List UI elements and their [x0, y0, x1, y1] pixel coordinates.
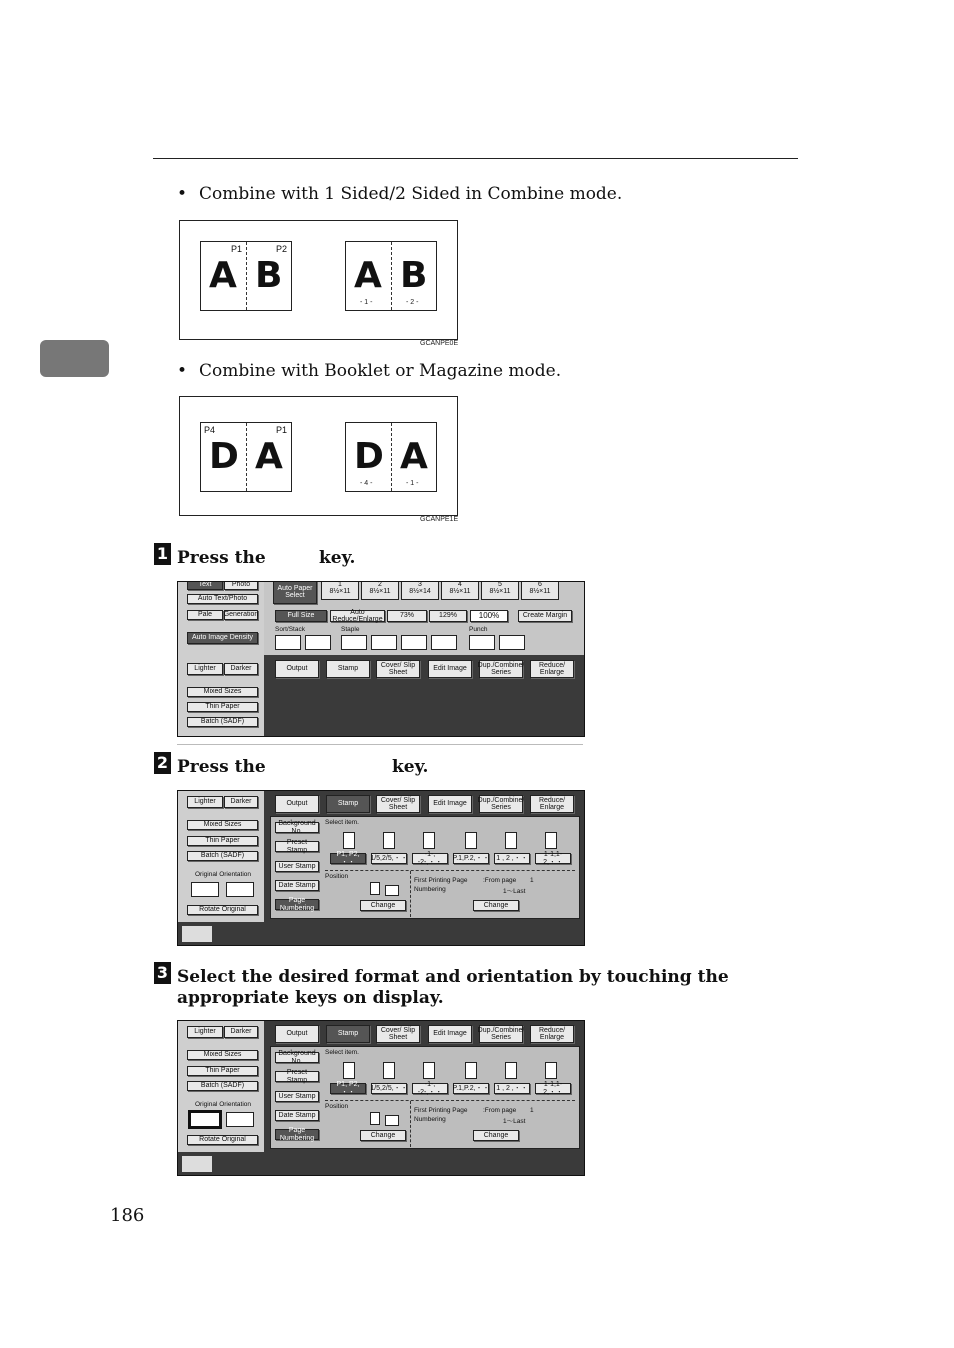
result-sheet — [345, 241, 437, 311]
format-p1-p2-button[interactable]: P1, P2, ・・ — [330, 1083, 366, 1094]
format-p1-p2-button[interactable]: P1, P2, ・・ — [330, 853, 366, 864]
page-number-label: - 1 - — [406, 480, 419, 487]
staple-left-icon[interactable] — [401, 635, 427, 650]
full-size-button[interactable]: Full Size — [275, 610, 327, 622]
preset-stamp-button[interactable]: Preset Stamp — [275, 841, 319, 852]
copier-screen-main — [177, 581, 585, 737]
orientation-upright-icon[interactable] — [188, 1110, 222, 1129]
darker-button[interactable]: Darker — [224, 663, 258, 675]
rotate-original-button[interactable]: Rotate Original — [187, 905, 258, 915]
original-sheet — [200, 422, 292, 492]
page-letter: A — [255, 436, 283, 477]
page-letter: D — [354, 436, 384, 477]
page-label: P4 — [204, 425, 216, 435]
paper-tray-1[interactable]: 1 8½×11 — [321, 581, 359, 600]
page-label: P1 — [276, 425, 288, 435]
format-p-dot-button[interactable]: P.1,P.2,・・ — [453, 1083, 489, 1094]
auto-reduce-enlarge-button[interactable]: Auto Reduce/Enlarge — [330, 610, 385, 622]
first-printing-page-label: First Printing Page — [414, 877, 468, 884]
step-number: 2 — [154, 752, 171, 774]
step-text: Press the — [177, 757, 266, 777]
copier-screen-stamp — [177, 790, 585, 946]
punch-top-icon[interactable] — [499, 635, 525, 650]
step-text: key. — [392, 757, 429, 777]
page-letter: D — [209, 436, 239, 477]
numbering-change-button[interactable]: Change — [473, 900, 519, 911]
format-dash-button[interactable]: -1-, -2-,・・ — [412, 1083, 448, 1094]
page-numbering-button[interactable]: Page Numbering — [275, 899, 319, 910]
paper-tray-2[interactable]: 2 8½×11 — [361, 581, 399, 600]
first-printing-page-label: First Printing Page — [414, 1107, 468, 1114]
original-sheet — [200, 241, 292, 311]
ratio-display: 100% — [470, 610, 508, 622]
edit-image-tab[interactable]: Edit Image — [428, 1025, 472, 1043]
from-page-label: :From page — [483, 1107, 517, 1114]
stamp-tab[interactable]: Stamp — [326, 660, 370, 678]
preset-stamp-button[interactable]: Preset Stamp — [275, 1071, 319, 1082]
edit-image-tab[interactable]: Edit Image — [428, 660, 472, 678]
punch-label: Punch — [469, 626, 488, 633]
dup-combine-series-tab[interactable]: Dup./Combine/ Series — [477, 661, 525, 676]
generation-button[interactable]: Generation — [223, 611, 259, 619]
format-preview-icon — [545, 1062, 557, 1079]
thin-paper-button[interactable]: Thin Paper — [187, 1066, 258, 1076]
step-text: Select the desired format and orientation by touching the appropriate keys on display. — [177, 967, 729, 1008]
position-label: Position — [325, 873, 349, 880]
staple-top-icon[interactable] — [431, 635, 457, 650]
select-item-label: Select item. — [325, 1049, 359, 1056]
format-preview-icon — [343, 1062, 355, 1079]
output-tab[interactable]: Output — [275, 795, 319, 813]
orientation-rotated-icon[interactable] — [226, 1112, 254, 1127]
date-stamp-button[interactable]: Date Stamp — [275, 1110, 319, 1121]
sort-icon[interactable] — [275, 635, 301, 650]
pale-button[interactable]: Pale — [187, 610, 223, 620]
step-number: 1 — [154, 543, 171, 565]
page-letter: B — [400, 255, 428, 296]
lighter-button[interactable]: Lighter — [187, 1026, 223, 1038]
user-stamp-button[interactable]: User Stamp — [275, 861, 319, 872]
photo-mode-button[interactable]: Photo — [224, 581, 258, 590]
batch-sadf-button[interactable]: Batch (SADF) — [187, 1081, 258, 1091]
mixed-sizes-button[interactable]: Mixed Sizes — [187, 1050, 258, 1060]
staple-label: Staple — [341, 626, 360, 633]
figure-code: GCANPE0E — [420, 340, 459, 347]
numbering-value: 1～Last — [503, 1118, 526, 1125]
step-number: 3 — [154, 962, 171, 984]
darker-button[interactable]: Darker — [224, 1026, 258, 1038]
format-preview-icon — [465, 1062, 477, 1079]
original-orientation-label: Original Orientation — [195, 871, 251, 878]
batch-sadf-button[interactable]: Batch (SADF) — [187, 851, 258, 861]
format-number-button[interactable]: 1 , 2 ,・・ — [494, 853, 530, 864]
position-icon — [370, 882, 380, 895]
figure-code: GCANPE1E — [420, 516, 459, 523]
staple-top-right-icon[interactable] — [371, 635, 397, 650]
edit-image-tab[interactable]: Edit Image — [428, 795, 472, 813]
auto-text-photo-button[interactable]: Auto Text/Photo — [187, 594, 258, 604]
numbering-label: Numbering — [414, 886, 446, 893]
format-preview-icon — [383, 1062, 395, 1079]
step-text: Press the — [177, 548, 266, 568]
bullet-2: • Combine with Booklet or Magazine mode. — [177, 361, 561, 381]
stamp-tab[interactable]: Stamp — [326, 1025, 370, 1043]
paper-tray-6[interactable]: 6 8½×11 — [521, 581, 559, 600]
output-tab[interactable]: Output — [275, 660, 319, 678]
page-numbering-button[interactable]: Page Numbering — [275, 1129, 319, 1140]
format-preview-icon — [505, 1062, 517, 1079]
format-dash-button[interactable]: -1-, -2-,・・ — [412, 853, 448, 864]
mixed-sizes-button[interactable]: Mixed Sizes — [187, 687, 258, 697]
position-change-button[interactable]: Change — [360, 900, 406, 911]
output-tab[interactable]: Output — [275, 1025, 319, 1043]
result-sheet — [345, 422, 437, 492]
select-item-label: Select item. — [325, 819, 359, 826]
page-number-label: - 1 - — [360, 299, 373, 306]
page-number-label: - 2 - — [406, 299, 419, 306]
mixed-sizes-button[interactable]: Mixed Sizes — [187, 820, 258, 830]
from-page-value: 1 — [530, 1107, 534, 1114]
ratio-73-button[interactable]: 73% — [387, 610, 427, 622]
reduce-enlarge-tab[interactable]: Reduce/ Enlarge — [530, 660, 574, 678]
chapter-tab — [40, 340, 109, 377]
format-chapter-button[interactable]: 1-1,1-2,・・ — [535, 853, 571, 864]
numbering-label: Numbering — [414, 1116, 446, 1123]
original-orientation-label: Original Orientation — [195, 1101, 251, 1108]
position-icon — [370, 1112, 380, 1125]
format-chapter-button[interactable]: 1-1,1-2,・・ — [535, 1083, 571, 1094]
user-stamp-button[interactable]: User Stamp — [275, 1091, 319, 1102]
thin-paper-button[interactable]: Thin Paper — [187, 702, 258, 712]
stack-icon[interactable] — [305, 635, 331, 650]
step-text: key. — [319, 548, 356, 568]
reduce-enlarge-tab[interactable]: Reduce/ Enlarge — [530, 1025, 574, 1043]
date-stamp-button[interactable]: Date Stamp — [275, 880, 319, 891]
format-preview-icon — [343, 832, 355, 849]
reduce-enlarge-tab[interactable]: Reduce/ Enlarge — [530, 795, 574, 813]
position-icon — [385, 1115, 399, 1126]
paper-tray-3[interactable]: 3 8½×14 — [401, 581, 439, 600]
page-label: P1 — [231, 244, 243, 254]
rotate-original-button[interactable]: Rotate Original — [187, 1135, 258, 1145]
lighter-button[interactable]: Lighter — [187, 663, 223, 675]
page-letter: A — [209, 255, 237, 296]
memory-indicator-icon — [182, 1156, 212, 1172]
format-preview-icon — [505, 832, 517, 849]
position-change-button[interactable]: Change — [360, 1130, 406, 1141]
cover-slip-sheet-tab[interactable]: Cover/ Slip Sheet — [376, 795, 420, 813]
darker-button[interactable]: Darker — [224, 796, 258, 808]
page-number: 186 — [110, 1205, 145, 1226]
orientation-rotated-icon[interactable] — [226, 882, 254, 897]
figure-combine-1-2-sided — [179, 220, 458, 340]
format-number-button[interactable]: 1 , 2 ,・・ — [494, 1083, 530, 1094]
ratio-129-button[interactable]: 129% — [429, 610, 467, 622]
text-mode-button[interactable]: Text — [187, 581, 223, 590]
sort-stack-label: Sort/Stack — [275, 626, 305, 633]
dup-combine-series-tab[interactable]: Dup./Combine/ Series — [477, 1026, 525, 1041]
memory-indicator-icon — [182, 926, 212, 942]
page-letter: B — [255, 255, 283, 296]
orientation-upright-icon[interactable] — [191, 882, 219, 897]
format-fraction-button[interactable]: 1/5,2/5,・・ — [371, 853, 407, 864]
paper-tray-4[interactable]: 4 8½×11 — [441, 581, 479, 600]
background-numbering-button[interactable]: Background No. — [275, 1052, 319, 1063]
page-number-label: - 4 - — [360, 480, 373, 487]
cover-slip-sheet-tab[interactable]: Cover/ Slip Sheet — [376, 660, 420, 678]
auto-image-density-button[interactable]: Auto Image Density — [187, 632, 258, 644]
position-icon — [385, 885, 399, 896]
stamp-tab[interactable]: Stamp — [326, 795, 370, 813]
header-rule — [153, 158, 798, 159]
batch-sadf-button[interactable]: Batch (SADF) — [187, 717, 258, 727]
format-preview-icon — [423, 832, 435, 849]
bullet-1: • Combine with 1 Sided/2 Sided in Combine mode. — [177, 184, 622, 204]
page-label: P2 — [276, 244, 288, 254]
numbering-value: 1～Last — [503, 888, 526, 895]
cover-slip-sheet-tab[interactable]: Cover/ Slip Sheet — [376, 1025, 420, 1043]
punch-left-icon[interactable] — [469, 635, 495, 650]
from-page-value: 1 — [530, 877, 534, 884]
format-preview-icon — [465, 832, 477, 849]
page-letter: A — [400, 436, 428, 477]
format-preview-icon — [383, 832, 395, 849]
format-preview-icon — [423, 1062, 435, 1079]
from-page-label: :From page — [483, 877, 517, 884]
lighter-button[interactable]: Lighter — [187, 796, 223, 808]
dup-combine-series-tab[interactable]: Dup./Combine/ Series — [477, 796, 525, 811]
create-margin-button[interactable]: Create Margin — [518, 610, 572, 622]
copier-screen-stamp-orientation — [177, 1020, 585, 1176]
paper-tray-5[interactable]: 5 8½×11 — [481, 581, 519, 600]
auto-paper-select-button[interactable]: Auto Paper Select — [273, 581, 317, 604]
position-label: Position — [325, 1103, 349, 1110]
format-preview-icon — [545, 832, 557, 849]
format-fraction-button[interactable]: 1/5,2/5,・・ — [371, 1083, 407, 1094]
format-p-dot-button[interactable]: P.1,P.2,・・ — [453, 853, 489, 864]
figure-booklet-magazine — [179, 396, 458, 516]
background-numbering-button[interactable]: Background No. — [275, 822, 319, 833]
thin-paper-button[interactable]: Thin Paper — [187, 836, 258, 846]
numbering-change-button[interactable]: Change — [473, 1130, 519, 1141]
page-letter: A — [354, 255, 382, 296]
staple-top-left-icon[interactable] — [341, 635, 367, 650]
